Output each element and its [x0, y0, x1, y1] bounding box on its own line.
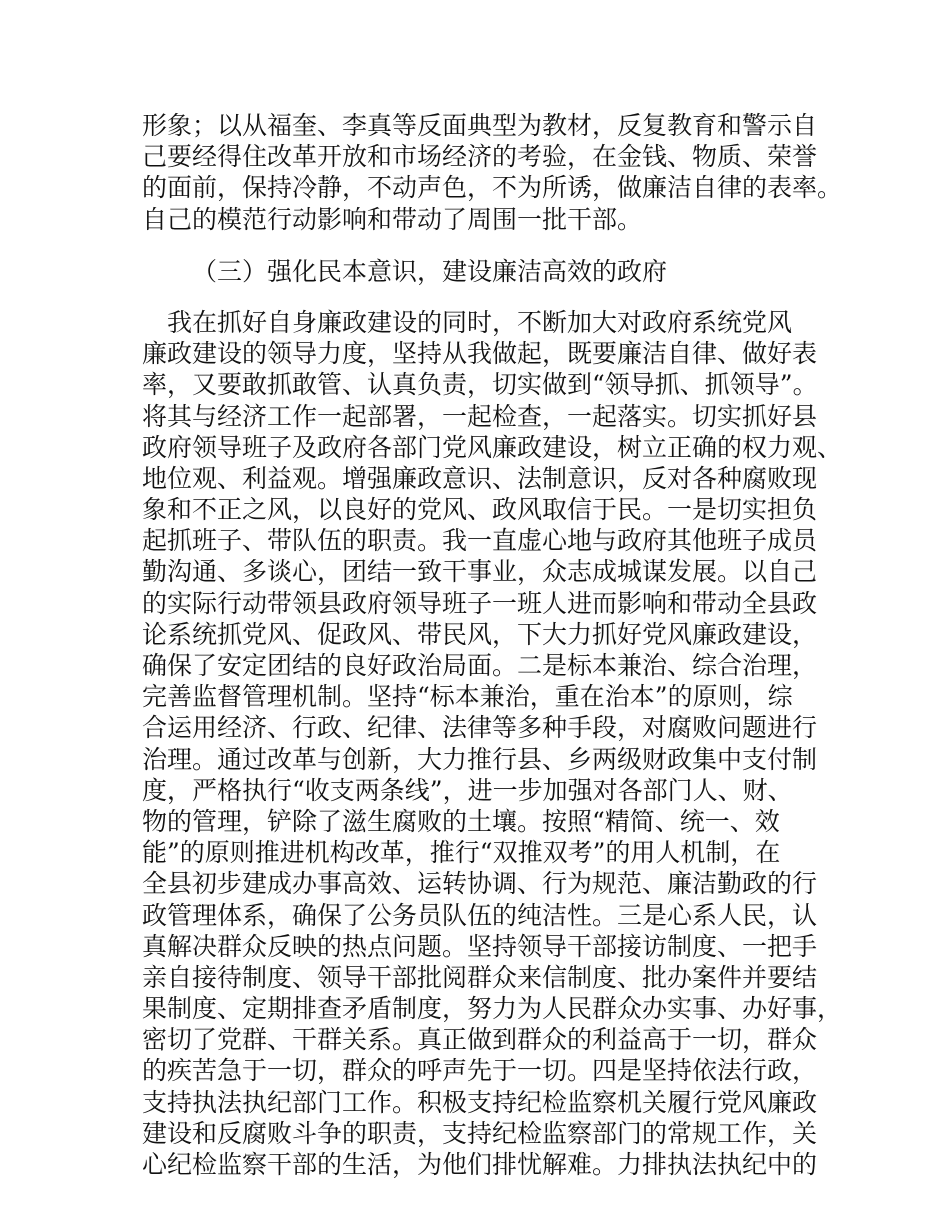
text-line: 的实际行动带领县政府领导班子一班人进而影响和带动全县政 [142, 588, 818, 618]
paragraph-2 [142, 307, 843, 1180]
paragraph-1 [142, 110, 843, 235]
text-line: 我在抓好自身廉政建设的同时，不断加大对政府系统党风 [142, 307, 793, 337]
text-line: 己要经得住改革开放和市场经济的考验，在金钱、物质、荣誉 [142, 142, 818, 172]
text-line: 亲自接待制度、领导干部批阅群众来信制度、批办案件并要结 [142, 962, 818, 992]
text-line: 密切了党群、干群关系。真正做到群众的利益高于一切，群众 [142, 1025, 818, 1055]
text-line: 廉政建设的领导力度，坚持从我做起，既要廉洁自律、做好表 [142, 339, 818, 369]
text-line: 政管理体系，确保了公务员队伍的纯洁性。三是心系人民，认 [142, 900, 818, 930]
text-line: 建设和反腐败斗争的职责，支持纪检监察部门的常规工作，关 [142, 1118, 818, 1148]
document-page [142, 110, 843, 1180]
text-line: 全县初步建成办事高效、运转协调、行为规范、廉洁勤政的行 [142, 869, 818, 899]
text-line: 象和不正之风，以良好的党风、政风取信于民。一是切实担负 [142, 495, 818, 525]
text-line: 支持执法执纪部门工作。积极支持纪检监察机关履行党风廉政 [142, 1087, 818, 1117]
text-line: 的面前，保持冷静，不动声色，不为所诱，做廉洁自律的表率。 [142, 173, 843, 203]
text-line: 物的管理，铲除了滋生腐败的土壤。按照“精简、统一、效 [142, 806, 780, 836]
text-line: 政府领导班子及政府各部门党风廉政建设，树立正确的权力观、 [142, 432, 843, 462]
text-line: 治理。通过改革与创新，大力推行县、乡两级财政集中支付制 [142, 744, 818, 774]
text-line: 形象；以从福奎、李真等反面典型为教材，反复教育和警示自 [142, 111, 818, 140]
heading-text: （三）强化民本意识，建设廉洁高效的政府 [192, 256, 668, 286]
text-line: 起抓班子、带队伍的职责。我一直虚心地与政府其他班子成员 [142, 526, 818, 556]
text-line: 度，严格执行“收支两条线”，进一步加强对各部门人、财、 [142, 775, 793, 805]
text-line: 完善监督管理机制。坚持“标本兼治，重在治本”的原则，综 [142, 682, 793, 712]
text-line: 能”的原则推进机构改革，推行“双推双考”的用人机制，在 [142, 838, 781, 868]
text-line: 率，又要敢抓敢管、认真负责，切实做到“领导抓、抓领导”。 [142, 370, 818, 400]
text-line: 确保了安定团结的良好政治局面。二是标本兼治、综合治理， [142, 651, 818, 680]
text-line: 勤沟通、多谈心，团结一致干事业，众志成城谋发展。以自己 [142, 557, 818, 587]
section-heading [142, 256, 818, 287]
text-line: 合运用经济、行政、纪律、法律等多种手段，对腐败问题进行 [142, 713, 818, 743]
text-line: 地位观、利益观。增强廉政意识、法制意识，反对各种腐败现 [142, 463, 818, 493]
text-line: 真解决群众反映的热点问题。坚持领导干部接访制度、一把手 [142, 931, 818, 961]
text-line: 心纪检监察干部的生活，为他们排忧解难。力排执法执纪中的 [142, 1150, 818, 1179]
text-line: 自己的模范行动影响和带动了周围一批干部。 [142, 204, 643, 234]
text-line: 的疾苦急于一切，群众的呼声先于一切。四是坚持依法行政， [142, 1056, 818, 1086]
text-line: 论系统抓党风、促政风、带民风，下大力抓好党风廉政建设， [142, 619, 818, 649]
text-line: 将其与经济工作一起部署，一起检查，一起落实。切实抓好县 [142, 401, 818, 431]
text-line: 果制度、定期排查矛盾制度，努力为人民群众办实事、办好事， [142, 994, 843, 1024]
